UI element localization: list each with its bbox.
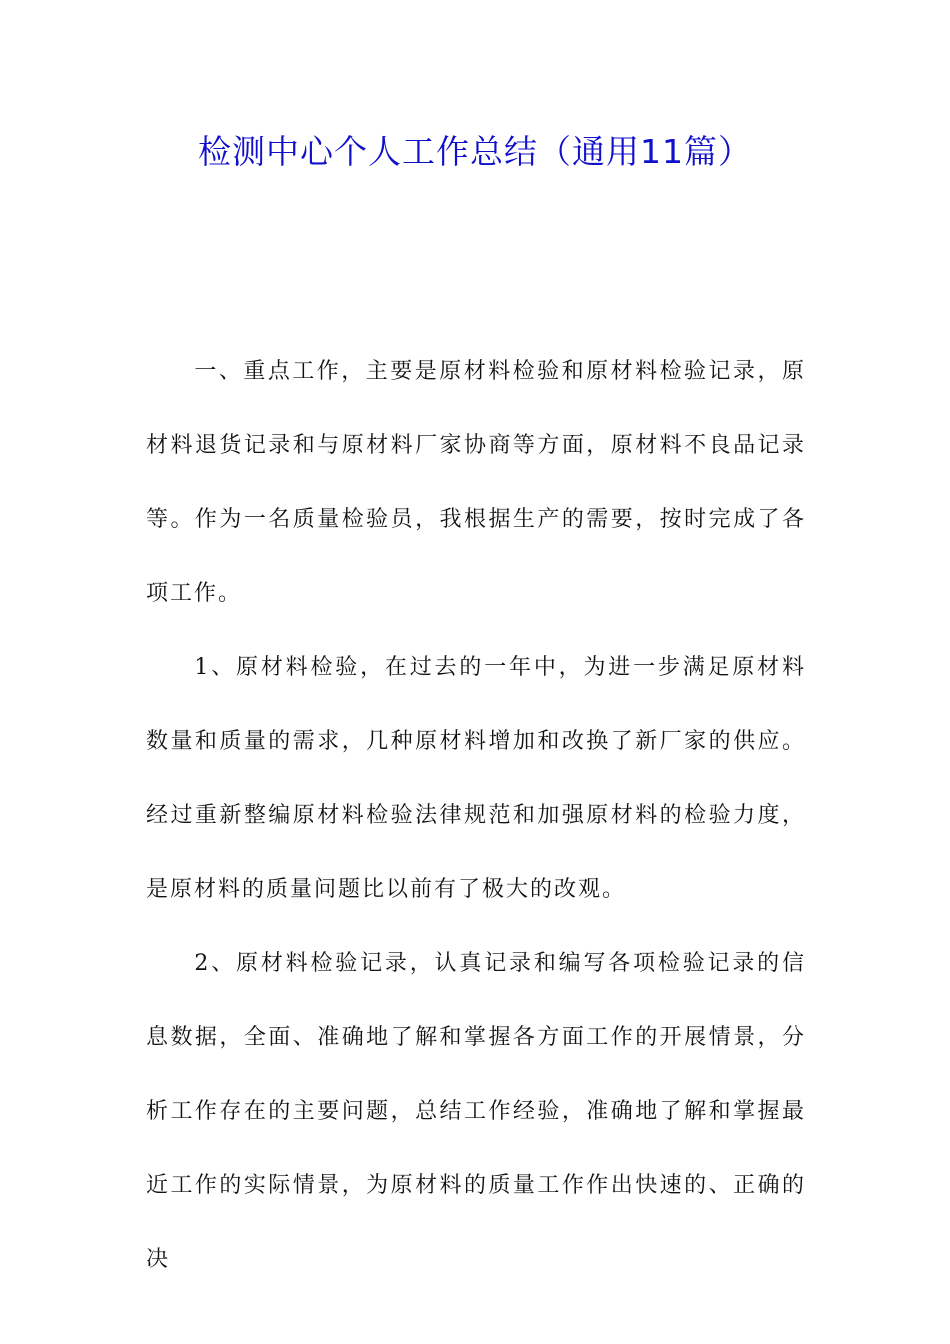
paragraph-material-inspection: 1、原材料检验，在过去的一年中，为进一步满足原材料数量和质量的需求，几种原材料增加和改换了新厂家的供应。经过重新整编原材料检验法律规范和加强原材料的检验力度，是原材料的质量问题比以前有了极大的改观。 — [146, 655, 806, 902]
document-body — [146, 335, 806, 1297]
paragraph-inspection-records: 2、原材料检验记录，认真记录和编写各项检验记录的信息数据，全面、准确地了解和掌握各方面工作的开展情景，分析工作存在的主要问题，总结工作经验，准确地了解和掌握最近工作的实际情景，为原材料的质量工作作出快速的、正确的决 — [146, 951, 806, 1272]
paragraph-key-work: 一、重点工作，主要是原材料检验和原材料检验记录，原材料退货记录和与原材料厂家协商等方面，原材料不良品记录等。作为一名质量检验员，我根据生产的需要，按时完成了各项工作。 — [146, 359, 806, 606]
document-title: 检测中心个人工作总结（通用11篇） — [198, 132, 752, 171]
